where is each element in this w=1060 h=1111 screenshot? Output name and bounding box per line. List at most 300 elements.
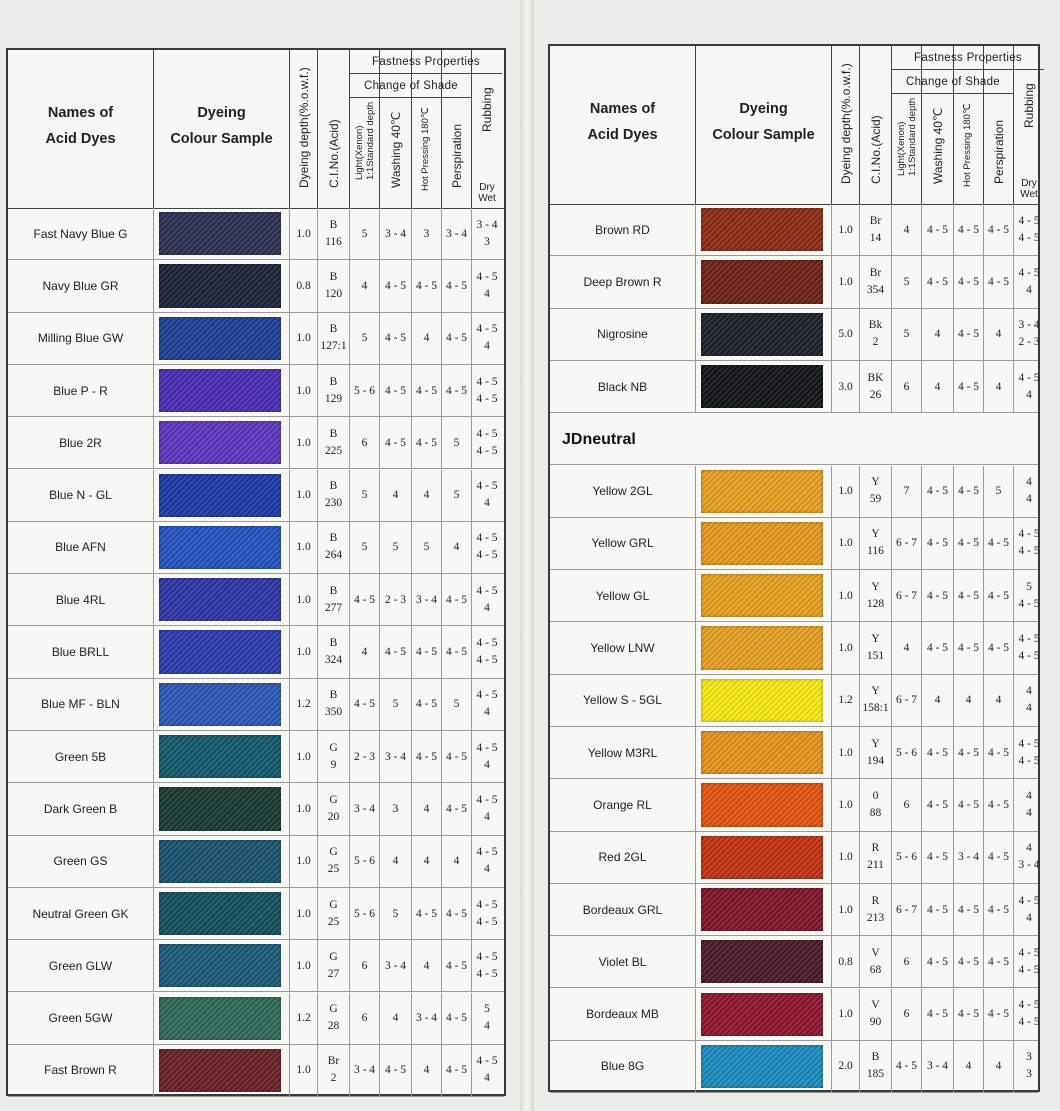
cell-ci (318, 260, 350, 311)
cell-ci (318, 470, 350, 521)
rubbing-dry: 4 - 5 (1018, 266, 1040, 279)
ci-letter: G (329, 898, 338, 911)
value-light: 5 (361, 489, 368, 502)
ci-letter: B (329, 270, 338, 283)
ci-letter: B (329, 427, 338, 440)
cell-light (350, 783, 380, 834)
cell-hot (412, 836, 442, 887)
value-persp: 4 - 5 (987, 851, 1010, 864)
value-depth: 1.0 (296, 227, 311, 240)
value-wash: 3 - 4 (926, 1060, 949, 1073)
header-sample (696, 46, 832, 204)
cell-name (8, 208, 154, 259)
ci-number (325, 583, 342, 617)
cell-rub (1014, 884, 1044, 935)
value-wash: 4 - 5 (384, 436, 407, 449)
cell-persp (442, 313, 472, 364)
rubbing-values (484, 1001, 490, 1035)
header-sample (154, 50, 290, 208)
cell-wash (380, 470, 412, 521)
cell-wash (380, 679, 412, 730)
ci-number (867, 631, 884, 665)
cell-light (892, 204, 922, 255)
value-depth: 1.0 (838, 851, 853, 864)
cell-depth (832, 1041, 860, 1092)
ci-letter: G (329, 950, 338, 963)
header-wet: Wet (1020, 189, 1038, 200)
ci-letter: Br (869, 214, 882, 227)
rubbing-values (1026, 683, 1032, 717)
table-row (8, 470, 504, 522)
header-light-line1: Light(Xenon) (353, 125, 365, 180)
cell-name (550, 675, 696, 726)
cell-light (892, 361, 922, 412)
colour-swatch (159, 840, 281, 883)
value-light: 6 (903, 798, 910, 811)
value-persp: 5 (453, 436, 460, 449)
colour-swatch (701, 260, 823, 303)
header-sample-title (696, 96, 831, 148)
value-hot: 4 - 5 (415, 646, 438, 659)
cell-persp (442, 626, 472, 677)
cell-depth (290, 626, 318, 677)
rubbing-wet: 4 - 5 (476, 967, 498, 980)
cell-light (350, 626, 380, 677)
colour-swatch (159, 474, 281, 517)
cell-persp (984, 622, 1014, 673)
ci-number (869, 317, 882, 351)
rubbing-values (476, 478, 497, 512)
fastness-band: Fastness Properties (892, 46, 1044, 70)
value-light: 6 (903, 1008, 910, 1021)
cell-light (350, 836, 380, 887)
rubbing-dry: 4 - 5 (1018, 633, 1040, 646)
ci-digits: 213 (866, 911, 885, 924)
cell-sample (154, 313, 290, 364)
value-persp: 4 - 5 (445, 750, 468, 763)
cell-sample (696, 361, 832, 412)
cell-ci (318, 1045, 350, 1096)
cell-depth (290, 679, 318, 730)
cell-hot (412, 417, 442, 468)
value-hot: 4 - 5 (415, 279, 438, 292)
table-row (550, 204, 1038, 256)
cell-persp (442, 574, 472, 625)
cell-rub (472, 208, 502, 259)
ci-number (325, 217, 342, 251)
cell-ci (860, 622, 892, 673)
ci-letter: B (329, 584, 338, 597)
table-row (8, 679, 504, 731)
cell-depth (290, 993, 318, 1044)
cell-wash (922, 989, 954, 1040)
value-depth: 1.0 (838, 1008, 853, 1021)
ci-digits: 185 (866, 1068, 885, 1081)
value-depth: 3.0 (838, 380, 853, 393)
cell-ci (318, 888, 350, 939)
cell-persp (442, 260, 472, 311)
value-wash: 4 (934, 328, 941, 341)
value-depth: 1.0 (296, 750, 311, 763)
ci-number (328, 844, 340, 878)
table-row (550, 466, 1038, 518)
value-hot: 4 - 5 (957, 485, 980, 498)
cell-persp (442, 365, 472, 416)
dye-name: Bordeaux MB (586, 1007, 659, 1022)
cell-persp (984, 1041, 1014, 1092)
ci-letter: Y (871, 685, 880, 698)
value-persp: 5 (453, 698, 460, 711)
dye-name: Violet BL (598, 954, 647, 969)
cell-hot (412, 731, 442, 782)
rubbing-wet: 4 (484, 863, 490, 876)
rubbing-dry: 4 - 5 (476, 323, 498, 336)
value-wash: 4 - 5 (926, 537, 949, 550)
header-depth (290, 50, 318, 208)
value-persp: 4 - 5 (987, 746, 1010, 759)
cell-persp (984, 518, 1014, 569)
cell-rub (472, 993, 502, 1044)
cell-wash (380, 836, 412, 887)
cell-name (550, 309, 696, 360)
ci-digits: 211 (867, 859, 884, 872)
cell-ci (860, 1041, 892, 1092)
rubbing-dry: 4 (1026, 476, 1032, 489)
cell-light (350, 417, 380, 468)
cell-light (892, 518, 922, 569)
rubbing-wet: 4 - 5 (1018, 597, 1040, 610)
value-light: 5 - 6 (353, 907, 376, 920)
cell-depth (290, 574, 318, 625)
cell-persp (442, 888, 472, 939)
rubbing-dry: 4 - 5 (1018, 214, 1040, 227)
dye-name: Milling Blue GW (37, 331, 124, 346)
table-row (550, 309, 1038, 361)
value-persp: 3 - 4 (445, 227, 468, 240)
rubbing-wet: 4 - 5 (1018, 545, 1040, 558)
ci-number (868, 370, 884, 404)
cell-rub (1014, 361, 1044, 412)
cell-ci (318, 574, 350, 625)
dye-name: Navy Blue GR (42, 278, 119, 293)
table-row (8, 522, 504, 574)
ci-digits: 14 (869, 231, 882, 244)
header-light-line2: 1:1Standard depth (364, 101, 376, 180)
colour-swatch (701, 679, 823, 722)
value-light: 5 - 6 (353, 855, 376, 868)
cell-persp (442, 731, 472, 782)
value-hot: 4 - 5 (957, 380, 980, 393)
rubbing-dry: 3 - 4 (476, 218, 498, 231)
rubbing-wet: 3 - 4 (1018, 859, 1040, 872)
value-persp: 4 - 5 (987, 589, 1010, 602)
cell-hot (412, 783, 442, 834)
value-wash: 4 - 5 (926, 485, 949, 498)
dye-name: Yellow LNW (590, 641, 655, 656)
header-sample-line2: Colour Sample (170, 131, 273, 147)
rubbing-dry: 5 (1026, 580, 1032, 593)
cell-ci (860, 256, 892, 307)
rubbing-values (1018, 370, 1039, 404)
ci-digits: 88 (869, 806, 882, 819)
rubbing-wet: 3 (484, 235, 490, 248)
value-hot: 4 - 5 (957, 955, 980, 968)
value-hot: 4 - 5 (957, 275, 980, 288)
value-light: 5 (361, 332, 368, 345)
cell-depth (832, 622, 860, 673)
cell-sample (696, 779, 832, 830)
cell-hot (412, 313, 442, 364)
cell-ci (318, 993, 350, 1044)
rubbing-wet: 4 (484, 1072, 490, 1085)
cell-light (350, 260, 380, 311)
ci-number (867, 1049, 884, 1083)
cell-light (892, 727, 922, 778)
table-row (8, 783, 504, 835)
value-depth: 1.0 (296, 646, 311, 659)
dye-name: Blue N - GL (49, 488, 112, 503)
value-hot: 4 (423, 489, 430, 502)
value-wash: 4 - 5 (926, 642, 949, 655)
cell-sample (696, 309, 832, 360)
rubbing-values (1018, 579, 1039, 613)
cell-name (8, 417, 154, 468)
value-depth: 1.0 (296, 384, 311, 397)
rubbing-values (476, 269, 497, 303)
cell-hot (954, 832, 984, 883)
rubbing-dry: 4 - 5 (476, 375, 498, 388)
rubbing-values (476, 792, 497, 826)
rubbing-values (476, 635, 497, 669)
cell-sample (154, 365, 290, 416)
page-fold (520, 0, 534, 1111)
cell-ci (318, 940, 350, 991)
cell-name (8, 626, 154, 677)
rubbing-wet: 4 (484, 601, 490, 614)
header-sample-line1: Dyeing (739, 101, 788, 117)
table-row (8, 260, 504, 312)
value-light: 4 - 5 (353, 593, 376, 606)
cell-ci (860, 570, 892, 621)
value-light: 4 (903, 642, 910, 655)
dye-name: Green GS (53, 854, 108, 869)
colour-swatch (159, 683, 281, 726)
cell-name (550, 466, 696, 517)
ci-digits: 68 (869, 963, 882, 976)
value-wash: 4 - 5 (926, 1008, 949, 1021)
value-persp: 4 - 5 (445, 802, 468, 815)
value-depth: 2.0 (838, 1060, 853, 1073)
header-rubbing-label: Rubbing (480, 87, 494, 132)
cell-depth (832, 361, 860, 412)
cell-name (8, 731, 154, 782)
cell-light (350, 522, 380, 573)
value-persp: 4 - 5 (445, 1064, 468, 1077)
value-wash: 4 (934, 694, 941, 707)
rubbing-wet: 4 - 5 (476, 444, 498, 457)
cell-sample (154, 836, 290, 887)
ci-number (325, 374, 342, 408)
cell-sample (696, 518, 832, 569)
cell-rub (1014, 989, 1044, 1040)
cell-name (550, 832, 696, 883)
cell-persp (442, 1045, 472, 1096)
cell-hot (412, 522, 442, 573)
colour-swatch (159, 264, 281, 307)
colour-swatch (701, 783, 823, 826)
cell-hot (412, 208, 442, 259)
cell-sample (696, 570, 832, 621)
ci-number (325, 426, 342, 460)
value-light: 7 (903, 485, 910, 498)
table-row (550, 832, 1038, 884)
value-hot: 3 (423, 227, 430, 240)
cell-wash (380, 365, 412, 416)
cell-sample (696, 256, 832, 307)
cell-hot (954, 675, 984, 726)
cell-name (8, 260, 154, 311)
header-ci (860, 46, 892, 204)
cell-name (8, 313, 154, 364)
cell-depth (832, 675, 860, 726)
header-name-title (550, 96, 695, 148)
cell-hot (954, 518, 984, 569)
cell-depth (290, 417, 318, 468)
rubbing-dry: 4 - 5 (476, 741, 498, 754)
rubbing-dry: 3 (1026, 1051, 1032, 1064)
rubbing-values (476, 949, 497, 983)
dye-name: Blue 2R (59, 435, 102, 450)
value-hot: 4 (965, 694, 972, 707)
cell-persp (442, 783, 472, 834)
cell-rub (472, 470, 502, 521)
cell-persp (442, 836, 472, 887)
cell-ci (860, 936, 892, 987)
rubbing-wet: 4 (484, 287, 490, 300)
ci-digits: 324 (324, 654, 343, 667)
header-ci-label: C.I.No.(Acid) (868, 115, 883, 184)
cell-name (8, 1045, 154, 1096)
cell-sample (696, 466, 832, 517)
cell-ci (318, 836, 350, 887)
cell-depth (290, 940, 318, 991)
rubbing-values (1018, 945, 1039, 979)
cell-hot (954, 989, 984, 1040)
ci-letter: R (871, 842, 880, 855)
table-row (8, 208, 504, 260)
cell-wash (380, 417, 412, 468)
ci-number (328, 1053, 340, 1087)
cell-depth (290, 836, 318, 887)
rubbing-values (476, 530, 497, 564)
value-persp: 4 - 5 (445, 959, 468, 972)
value-wash: 3 - 4 (384, 750, 407, 763)
value-depth: 1.0 (838, 798, 853, 811)
cell-name (550, 1041, 696, 1092)
cell-light (350, 731, 380, 782)
ci-digits: 128 (866, 597, 885, 610)
rubbing-dry: 4 - 5 (476, 1055, 498, 1068)
rubbing-dry: 4 - 5 (476, 427, 498, 440)
rubbing-dry: 4 (1026, 789, 1032, 802)
cell-rub (472, 522, 502, 573)
value-hot: 4 - 5 (415, 698, 438, 711)
value-light: 6 (903, 955, 910, 968)
ci-letter: B (329, 480, 338, 493)
ci-digits: 9 (330, 758, 337, 771)
colour-swatch (159, 997, 281, 1040)
cell-light (350, 679, 380, 730)
rubbing-wet: 4 (484, 758, 490, 771)
value-light: 5 - 6 (895, 851, 918, 864)
ci-number (320, 321, 346, 355)
colour-swatch (159, 630, 281, 673)
rubbing-dry: 4 - 5 (476, 793, 498, 806)
cell-light (892, 675, 922, 726)
cell-name (550, 779, 696, 830)
fastness-band: Fastness Properties (350, 50, 502, 74)
dye-name: Blue MF - BLN (41, 697, 120, 712)
value-light: 6 - 7 (895, 589, 918, 602)
rubbing-wet: 4 (484, 706, 490, 719)
value-light: 3 - 4 (353, 802, 376, 815)
value-wash: 4 - 5 (384, 279, 407, 292)
cell-ci (860, 675, 892, 726)
value-persp: 4 - 5 (445, 384, 468, 397)
rubbing-wet: 4 (1026, 388, 1032, 401)
value-hot: 4 - 5 (957, 537, 980, 550)
cell-hot (412, 1045, 442, 1096)
cell-sample (696, 675, 832, 726)
dye-name: Black NB (597, 379, 648, 394)
cell-wash (922, 256, 954, 307)
ci-number (867, 526, 884, 560)
ci-letter: B (871, 1051, 880, 1064)
value-wash: 4 - 5 (926, 903, 949, 916)
ci-number (870, 997, 882, 1031)
colour-swatch (701, 940, 823, 983)
rubbing-values (1018, 631, 1039, 665)
cell-persp (984, 361, 1014, 412)
value-hot: 4 (423, 332, 430, 345)
value-wash: 3 - 4 (384, 227, 407, 240)
table-row (550, 1041, 1038, 1093)
cell-rub (1014, 832, 1044, 883)
cell-hot (954, 884, 984, 935)
cell-depth (832, 727, 860, 778)
ci-digits: 277 (324, 601, 343, 614)
dye-name: Yellow M3RL (587, 745, 658, 760)
colour-swatch (701, 993, 823, 1036)
value-persp: 5 (995, 485, 1002, 498)
dye-name: Blue BRLL (51, 645, 110, 660)
value-persp: 4 - 5 (987, 798, 1010, 811)
table-row (550, 675, 1038, 727)
rubbing-wet: 2 - 3 (1018, 336, 1040, 349)
cell-ci (318, 417, 350, 468)
cell-rub (472, 836, 502, 887)
ci-letter: Y (871, 476, 880, 489)
cell-hot (954, 1041, 984, 1092)
cell-depth (832, 204, 860, 255)
cell-ci (860, 779, 892, 830)
cell-rub (472, 940, 502, 991)
ci-number (325, 530, 342, 564)
cell-light (892, 256, 922, 307)
dye-name: Green GLW (48, 958, 113, 973)
table-row (550, 361, 1038, 413)
value-light: 6 - 7 (895, 694, 918, 707)
